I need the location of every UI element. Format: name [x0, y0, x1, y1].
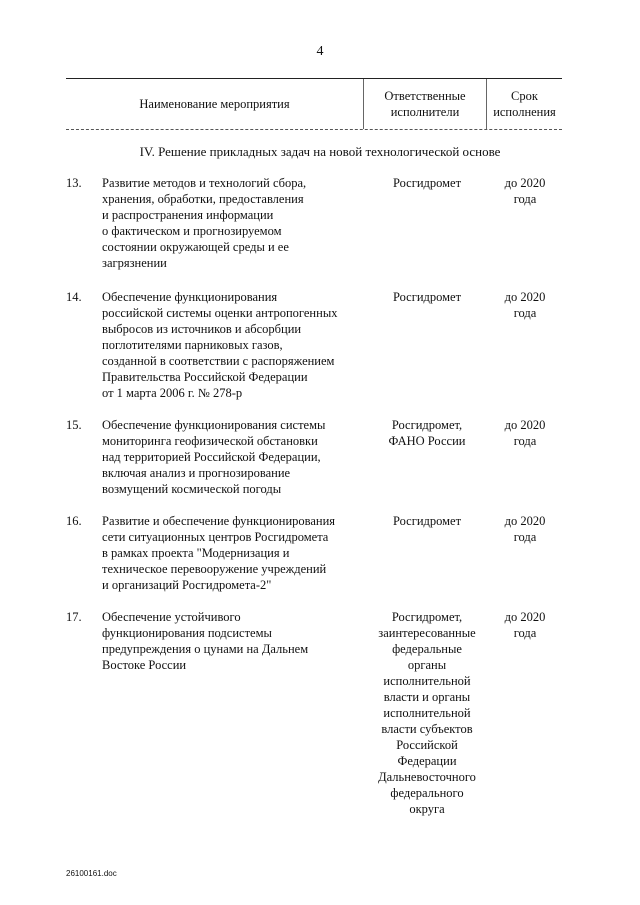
- header-term: [486, 79, 562, 129]
- header-name-label: Наименование мероприятия: [139, 97, 290, 111]
- row-text: Развитие методов и технологий сбора, хранения, обработки, предоставления и распространения информации о фактическом и прогнозируемом состоянии окружающей среды и ее загрязнении: [102, 176, 307, 270]
- row-term: до 2020 года: [504, 290, 546, 320]
- row-text: Обеспечение функционирования системы мониторинга геофизической обстановки над территорией Российской Федерации, включая анализ и прогнозирование возмущений космической погоды: [102, 418, 326, 496]
- row-term: до 2020 года: [504, 514, 546, 544]
- row-responsible: Росгидромет: [392, 514, 462, 528]
- footer-filename: 26100161.doc: [66, 869, 117, 878]
- row-number: 13.: [66, 176, 82, 190]
- row-number: 15.: [66, 418, 82, 432]
- header-responsible: [363, 79, 486, 129]
- row-responsible: Росгидромет, заинтересованные федеральные органы исполнительной власти и органы исполнительной власти субъектов Российской Федерации Дальневосточного федерального округа: [378, 610, 476, 816]
- row-text: Развитие и обеспечение функционирования сети ситуационных центров Росгидромета в рамках проекта "Модернизация и техническое перевооружение учреждений и организаций Росгидромета-2": [102, 514, 336, 592]
- row-responsible: Росгидромет: [392, 290, 462, 304]
- row-term: до 2020 года: [504, 176, 546, 206]
- row-number: 17.: [66, 610, 82, 624]
- page-number: 4: [316, 44, 324, 59]
- section-title: IV. Решение прикладных задач на новой технологической основе: [139, 144, 501, 159]
- row-text: Обеспечение функционирования российской системы оценки антропогенных выбросов из источников и абсорбции поглотителями парниковых газов, созданной в соответствии с распоряжением Правительства Российской Федерации от 1 марта 2006 г. № 278-р: [102, 290, 338, 400]
- header-responsible-label: Ответственные исполнители: [384, 89, 466, 119]
- row-text: Обеспечение устойчивого функционирования подсистемы предупреждения о цунами на Дальнем Востоке России: [102, 610, 309, 672]
- row-number: 14.: [66, 290, 82, 304]
- header-name: [66, 79, 363, 129]
- row-number: 16.: [66, 514, 82, 528]
- row-responsible: Росгидромет, ФАНО России: [388, 418, 466, 448]
- row-term: до 2020 года: [504, 610, 546, 640]
- header-term-label: Срок исполнения: [493, 89, 556, 119]
- row-responsible: Росгидромет: [392, 176, 462, 190]
- table-header: [66, 78, 562, 130]
- row-term: до 2020 года: [504, 418, 546, 448]
